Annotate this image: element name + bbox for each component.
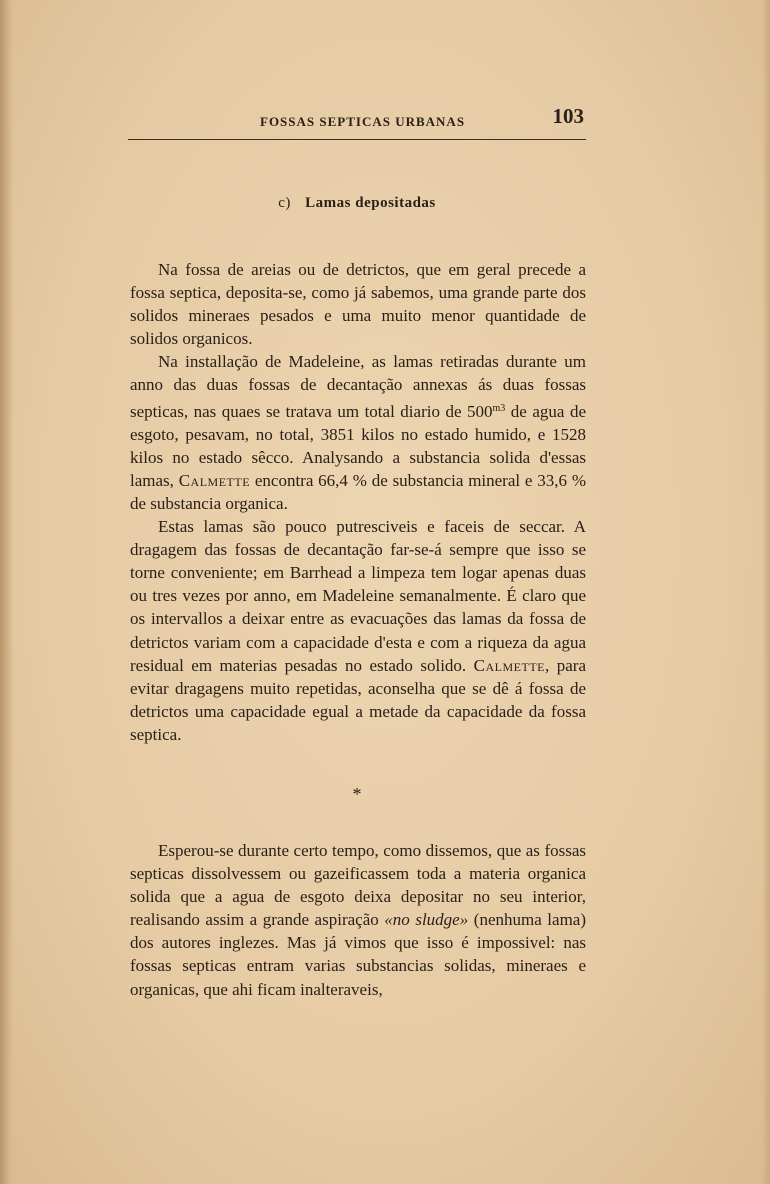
page-binding-edge: [0, 0, 14, 1184]
paragraph: [130, 515, 586, 746]
page-right-edge: [762, 0, 770, 1184]
section-separator: *: [352, 784, 362, 804]
section-heading: [128, 195, 586, 212]
paragraph: Na fossa de areias ou de detrictos, que em geral precede a fossa septica, deposita-se, como já sabemos, uma grande parte dos solidos mineraes pesados e uma muito menor quantidade de solidos organicos.: [130, 260, 586, 349]
text-run: , para evitar dragagens muito repetidas, aconselha que se dê á fossa de detrictos uma capacidade egual a metade da capacidade da fossa septica.: [130, 655, 586, 744]
section-label: c): [278, 195, 291, 211]
paragraph: [130, 350, 586, 515]
text-run: encontra 66,4 % de substancia mineral e 33,6 % de substancia organica.: [130, 470, 587, 513]
text-run: Estas lamas são pouco putresciveis e faceis de seccar. A dragagem das fossas de decantação far-se-á sempre que isso se torne conveniente; em Barrhead a limpeza tem logar apenas duas ou tres vezes por anno, em Madeleine semanalmente. É claro que os intervallos a deixar entre as evacuações das lamas da fossa de detrictos variam com a capacidade d'esta e com a riqueza da agua residual em materias pesadas no estado solido.: [130, 517, 586, 675]
running-title: FOSSAS SEPTICAS URBANAS: [260, 114, 466, 129]
text-run: (nenhuma lama) dos autores inglezes. Mas já vimos que isso é impossivel: nas fossas septicas entram varias substancias solidas, mineraes e organicas, que ahi ficam inalteraveis,: [130, 910, 586, 999]
page-header: [128, 104, 586, 134]
paragraph: [130, 839, 586, 1001]
quoted-phrase: «no sludge»: [384, 910, 469, 930]
page-number: 103: [552, 104, 584, 128]
body-text-section-1: [130, 258, 586, 746]
author-name: Calmette: [473, 655, 545, 675]
text-run: Na installação de Madeleine, as lamas retiradas durante um anno das duas fossas de decantação annexas ás duas fossas septicas, nas quaes se tratava um total diario de 500: [130, 352, 586, 421]
header-rule: [128, 139, 586, 140]
section-title: Lamas depositadas: [305, 195, 436, 211]
body-text-section-2: [130, 839, 586, 1001]
text-run: de agua de esgoto, pesavam, no total, 3851 kilos no estado humido, e 1528 kilos no estado sêcco. Analysando a substancia solida d'essas lamas,: [130, 401, 586, 490]
text-run: Esperou-se durante certo tempo, como dissemos, que as fossas septicas dissolvessem ou gazeificassem toda a materia organica solida que a agua de esgoto deixa depositar no seu interior, realisando assim a grande aspiração: [130, 841, 586, 930]
author-name: Calmette: [178, 470, 251, 490]
superscript: m3: [492, 402, 506, 414]
